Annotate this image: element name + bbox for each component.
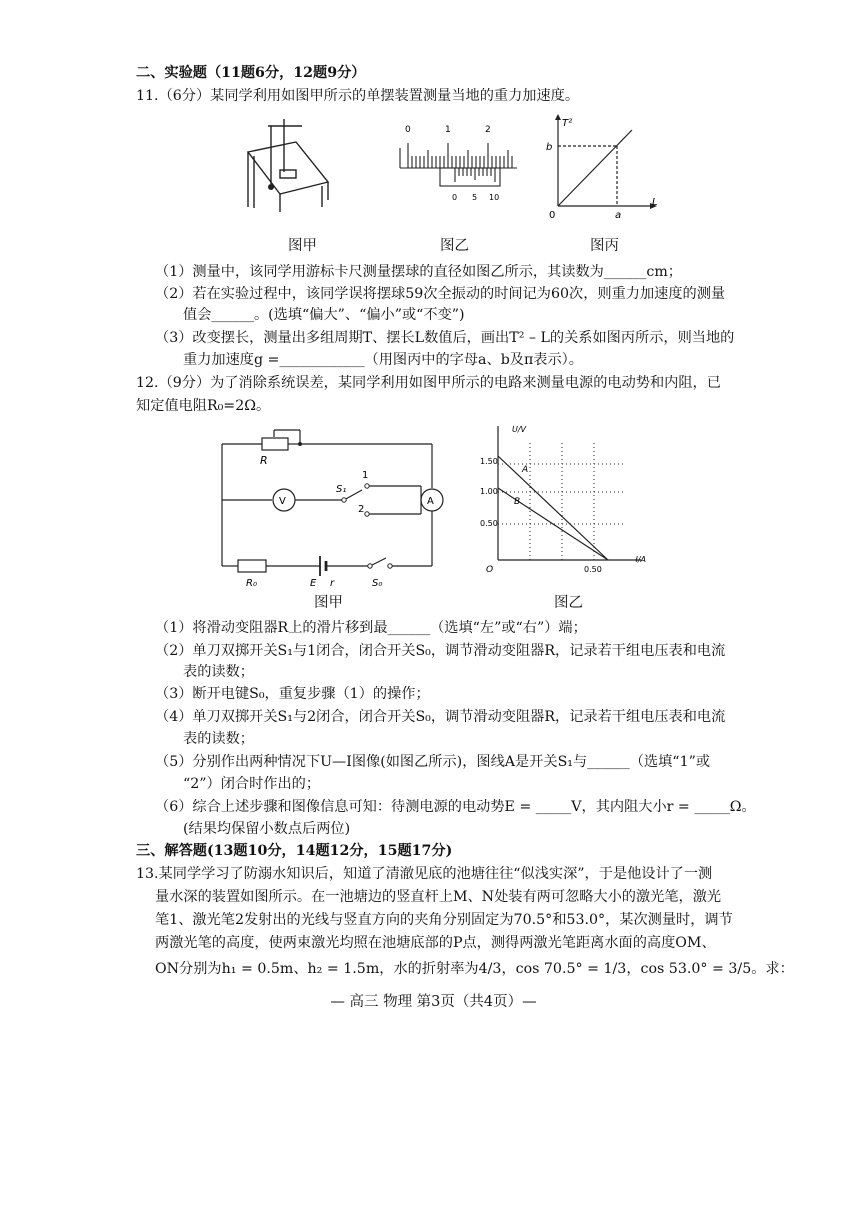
section-3-heading: 三、解答题(13题10分，14题12分，15题17分) — [136, 843, 453, 859]
fig-yi-label-q12: 图乙 — [554, 595, 583, 611]
q12-item-2a: （2）单刀双掷开关S₁与1闭合，闭合开关S₀，调节滑动变阻器R，记录若干组电压表和电流 — [155, 643, 726, 659]
section-2-heading: 二、实验题（11题6分，12题9分） — [136, 65, 366, 81]
fig-jia-label-q11: 图甲 — [288, 238, 317, 254]
graph-origin: 0 — [549, 210, 556, 221]
caliper-vernier-tick-10: 10 — [489, 193, 500, 202]
q13-line-4: 两激光笔的高度，使两束激光均照在池塘底部的P点，测得两激光笔距离水面的高度OM、 — [155, 935, 716, 951]
caliper-vernier-tick-5: 5 — [472, 193, 478, 202]
q12-item-6b: (结果均保留小数点后两位) — [183, 821, 351, 837]
q12-item-3: （3）断开电键S₀，重复步骤（1）的操作； — [155, 686, 430, 702]
q11-item-3b: 重力加速度g =____________（用图丙中的字母a、b及π表示）。 — [183, 352, 583, 368]
q12-item-4a: （4）单刀双掷开关S₁与2闭合，闭合开关S₀，调节滑动变阻器R，记录若干组电压表和电流 — [155, 709, 726, 725]
q11-stem: 11.（6分）某同学利用如图甲所示的单摆装置测量当地的重力加速度。 — [136, 88, 580, 104]
q11-item-1: （1）测量中，该同学用游标卡尺测量摆球的直径如图乙所示，其读数为______cm； — [155, 264, 682, 280]
caliper-main-tick-2: 2 — [485, 125, 491, 135]
q12-item-4b: 表的读数； — [183, 731, 254, 747]
ui-graph-x-label: I/A — [635, 555, 646, 564]
circuit-label-contact-2: 2 — [358, 504, 365, 515]
voltmeter-symbol: V — [279, 496, 286, 507]
q12-item-5b: “2”）闭合时作出的； — [183, 776, 321, 792]
circuit-label-r: R — [260, 454, 268, 467]
t2-l-graph — [540, 112, 665, 222]
u-i-graph — [476, 420, 651, 580]
q13-line-5: ON分别为h₁ = 0.5m、h₂ = 1.5m，水的折射率为4/3，cos 70.5° = 1/3，cos 53.0° = 3/5。求： — [155, 961, 794, 977]
q12-stem-2: 知定值电阻R₀=2Ω。 — [136, 398, 271, 414]
circuit-label-r-internal: r — [330, 578, 335, 589]
vernier-caliper-figure — [395, 118, 520, 208]
ui-graph-ytick-100: 1.00 — [480, 487, 498, 496]
q13-line-1: 13.某同学学习了防溺水知识后，知道了清澈见底的池塘往往“似浅实深”，于是他设计了一测 — [136, 866, 713, 882]
circuit-label-contact-1: 1 — [362, 470, 369, 481]
ui-graph-ytick-150: 1.50 — [480, 457, 498, 466]
q11-item-2a: （2）若在实验过程中，该同学误将摆球59次全振动的时间记为60次，则重力加速度的测量 — [155, 286, 726, 302]
q13-line-3: 笔1、激光笔2发射出的光线与竖直方向的夹角分别固定为70.5°和53.0°，某次测量时，调节 — [155, 912, 733, 928]
fig-bing-label-q11: 图丙 — [590, 238, 619, 254]
q12-item-2b: 表的读数； — [183, 664, 254, 680]
ui-graph-y-label: U/V — [512, 425, 527, 434]
fig-jia-label-q12: 图甲 — [314, 595, 343, 611]
q12-item-6a: （6）综合上述步骤和图像信息可知：待测电源的电动势E = _____V，其内阻大小r = _____Ω。 — [155, 799, 756, 815]
ammeter-symbol: A — [427, 496, 434, 507]
ui-graph-line-b-label: B — [514, 497, 521, 507]
q12-stem-1: 12.（9分）为了消除系统误差，某同学利用如图甲所示的电路来测量电源的电动势和内阻，已 — [136, 375, 721, 391]
graph-y-label-t2: T² — [562, 118, 573, 129]
q11-item-3a: （3）改变摆长，测量出多组周期T、摆长L数值后，画出T² – L的关系如图丙所示，则当地的 — [155, 330, 735, 346]
circuit-label-s1: S₁ — [336, 484, 347, 495]
caliper-main-tick-1: 1 — [445, 125, 451, 135]
q12-item-5a: （5）分别作出两种情况下U—I图像(如图乙所示)，图线A是开关S₁与______（选填“1”或 — [155, 754, 711, 770]
q12-item-1: （1）将滑动变阻器R上的滑片移到最______（选填“左”或“右”）端； — [155, 620, 587, 636]
fig-yi-label-q11: 图乙 — [440, 238, 469, 254]
q13-line-2: 量水深的装置如图所示。在一池塘边的竖直杆上M、N处装有两可忽略大小的激光笔，激光 — [155, 889, 722, 905]
pendulum-apparatus-figure — [238, 112, 338, 217]
graph-x-label-l: L — [652, 197, 658, 208]
ui-graph-ytick-050: 0.50 — [480, 519, 498, 528]
ui-graph-origin: O — [486, 565, 494, 575]
caliper-vernier-tick-0: 0 — [452, 193, 458, 202]
caliper-main-tick-0: 0 — [405, 125, 411, 135]
ui-graph-line-a-label: A — [522, 465, 529, 475]
circuit-label-e: E — [310, 578, 317, 589]
graph-line-a — [498, 456, 608, 560]
circuit-label-r0: R₀ — [246, 578, 257, 589]
circuit-label-s0: S₀ — [372, 578, 383, 589]
circuit-diagram — [212, 420, 447, 590]
q11-item-2b: 值会______。(选填“偏大”、“偏小”或“不变”) — [183, 307, 465, 323]
graph-b-label: b — [546, 142, 553, 153]
ui-graph-xtick-050: 0.50 — [584, 565, 602, 574]
page-footer: — 高三 物理 第3页（共4页）— — [330, 994, 537, 1010]
graph-a-label: a — [615, 210, 622, 221]
